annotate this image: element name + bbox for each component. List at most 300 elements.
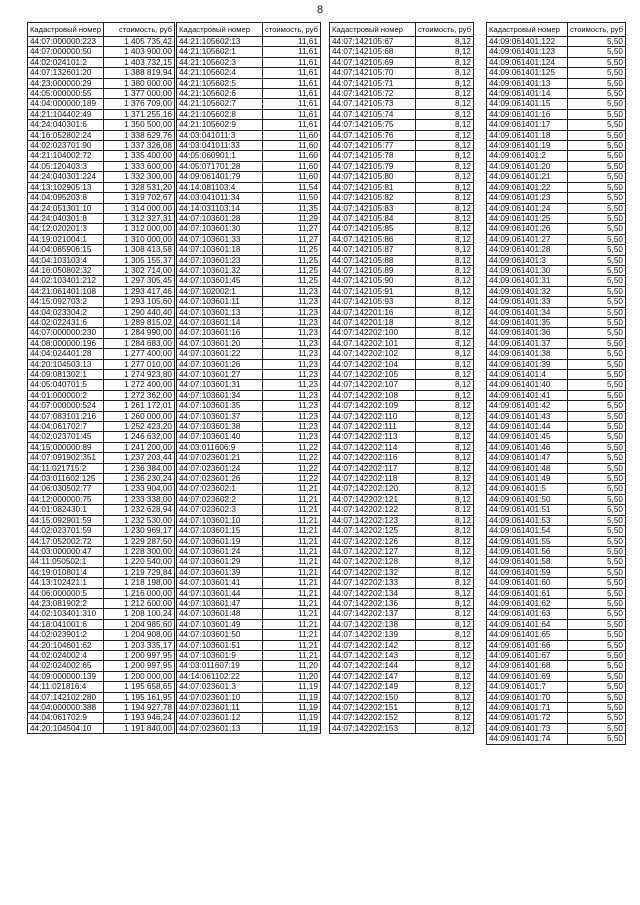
cadastral-number-cell: 44:07:142105:74 <box>330 109 416 119</box>
cadastral-number-cell: 44:07:142202:101 <box>330 338 416 348</box>
cost-cell: 1 272 400,00 <box>103 380 174 390</box>
cost-cell: 5,50 <box>568 609 626 619</box>
cost-cell: 1 332 300,00 <box>103 172 174 182</box>
table-row <box>28 89 175 99</box>
cost-cell: 11,61 <box>263 120 321 130</box>
table-row <box>330 328 474 338</box>
table-row <box>330 276 474 286</box>
cadastral-number-cell: 44:21:061401:108 <box>28 286 104 296</box>
cadastral-number-cell: 44:24:040301:8 <box>28 213 104 223</box>
table-row <box>330 567 474 577</box>
cost-cell: 1 260 000,00 <box>103 411 174 421</box>
cadastral-number-cell: 44:21:105602:7 <box>177 99 263 109</box>
table-row <box>330 57 474 67</box>
cost-cell: 5,50 <box>568 234 626 244</box>
cadastral-number-cell: 44:13:102905:13 <box>28 182 104 192</box>
cost-cell: 1 203 335,17 <box>103 640 174 650</box>
table-row <box>28 703 175 713</box>
cost-cell: 8,12 <box>416 224 474 234</box>
cost-cell: 8,12 <box>416 78 474 88</box>
cadastral-number-cell: 44:11:021715:2 <box>28 463 104 473</box>
cost-cell: 5,50 <box>568 109 626 119</box>
cost-cell: 1 328 531,20 <box>103 182 174 192</box>
table-row <box>28 78 175 88</box>
cadastral-number-cell: 44:07:103601:26 <box>177 359 263 369</box>
cadastral-number-cell: 44:07:142202:149 <box>330 682 416 692</box>
cadastral-number-cell: 44:21:105602:1 <box>177 47 263 57</box>
cadastral-number-cell: 44:09:061401:50 <box>487 494 568 504</box>
cost-cell: 5,50 <box>568 68 626 78</box>
cost-cell: 8,12 <box>416 411 474 421</box>
cadastral-number-cell: 44:09:061401:2 <box>487 151 568 161</box>
cost-cell: 11,61 <box>263 47 321 57</box>
cost-cell: 8,12 <box>416 276 474 286</box>
table-row <box>487 172 626 182</box>
table-row <box>28 453 175 463</box>
cost-cell: 1 195 161,95 <box>103 692 174 702</box>
cadastral-number-cell: 44:05:040701:5 <box>28 380 104 390</box>
table-row <box>487 723 626 733</box>
cadastral-number-cell: 44:07:023601:26 <box>177 474 263 484</box>
table-row <box>28 109 175 119</box>
cost-cell: 1 293 105,60 <box>103 297 174 307</box>
table-row <box>177 650 321 660</box>
cadastral-number-cell: 44:09:061401:38 <box>487 349 568 359</box>
cadastral-number-cell: 44:07:142202:134 <box>330 588 416 598</box>
cadastral-number-cell: 44:07:142202:138 <box>330 619 416 629</box>
cost-cell: 1 200 997,95 <box>103 650 174 660</box>
table-row <box>330 671 474 681</box>
cost-cell: 5,50 <box>568 286 626 296</box>
cadastral-number-cell: 44:07:103601:38 <box>177 422 263 432</box>
table-row <box>177 505 321 515</box>
cost-cell: 8,12 <box>416 442 474 452</box>
cost-cell: 1 204 908,00 <box>103 630 174 640</box>
cadastral-number-cell: 44:09:081302:1 <box>28 370 104 380</box>
cadastral-number-cell: 44:01:000000:2 <box>28 390 104 400</box>
cost-cell: 11,27 <box>263 224 321 234</box>
table-row <box>28 578 175 588</box>
cost-cell: 8,12 <box>416 193 474 203</box>
cost-cell: 1 333 600,00 <box>103 161 174 171</box>
cadastral-number-cell: 44:07:000000:223 <box>28 37 104 47</box>
cost-cell: 8,12 <box>416 338 474 348</box>
cadastral-number-cell: 44:07:103601:22 <box>177 349 263 359</box>
table-row <box>177 453 321 463</box>
cadastral-number-cell: 44:07:142202:111 <box>330 422 416 432</box>
cost-cell: 8,12 <box>416 286 474 296</box>
cadastral-number-cell: 44:07:103601:50 <box>177 630 263 640</box>
cadastral-number-cell: 44:07:142202:133 <box>330 578 416 588</box>
cadastral-number-cell: 44:05:120403:3 <box>28 161 104 171</box>
cost-cell: 5,50 <box>568 78 626 88</box>
cadastral-number-cell: 44:09:061401:31 <box>487 276 568 286</box>
cost-cell: 8,12 <box>416 474 474 484</box>
cost-cell: 8,12 <box>416 151 474 161</box>
cost-cell: 1 191 840,00 <box>103 723 174 733</box>
cadastral-number-cell: 44:07:142202:136 <box>330 598 416 608</box>
cost-cell: 11,25 <box>263 245 321 255</box>
table-row <box>177 630 321 640</box>
cadastral-number-cell: 44:07:132601:20 <box>28 68 104 78</box>
cadastral-number-cell: 44:03:011602:125 <box>28 474 104 484</box>
cost-cell: 5,50 <box>568 703 626 713</box>
cost-cell: 5,50 <box>568 682 626 692</box>
cadastral-number-cell: 44:21:105602:4 <box>177 68 263 78</box>
cadastral-number-cell: 44:04:103103:4 <box>28 255 104 265</box>
cadastral-number-cell: 44:07:142105:82 <box>330 193 416 203</box>
cost-cell: 11,23 <box>263 390 321 400</box>
cadastral-number-cell: 44:07:142202:151 <box>330 703 416 713</box>
cadastral-number-cell: 44:09:061401:64 <box>487 619 568 629</box>
cadastral-number-cell: 44:09:061401:60 <box>487 578 568 588</box>
table-row <box>28 297 175 307</box>
cost-cell: 8,12 <box>416 47 474 57</box>
table-row <box>177 526 321 536</box>
cadastral-number-cell: 44:09:061401:17 <box>487 120 568 130</box>
cadastral-number-cell: 44:04:061702:9 <box>28 713 104 723</box>
cadastral-number-cell: 44:07:103601:27 <box>177 370 263 380</box>
table-row <box>487 265 626 275</box>
cost-cell: 5,50 <box>568 526 626 536</box>
table-row <box>487 328 626 338</box>
cadastral-number-cell: 44:07:142105:91 <box>330 286 416 296</box>
cost-cell: 11,23 <box>263 338 321 348</box>
table-row <box>487 89 626 99</box>
cadastral-number-cell: 44:07:142202:105 <box>330 370 416 380</box>
table-row <box>28 213 175 223</box>
cadastral-number-cell: 44:09:061401:124 <box>487 57 568 67</box>
cadastral-number-cell: 44:09:061401:35 <box>487 317 568 327</box>
cadastral-number-cell: 44:09:061401:122 <box>487 37 568 47</box>
cost-cell: 11,22 <box>263 474 321 484</box>
table-row <box>330 661 474 671</box>
cadastral-number-cell: 44:09:061401:44 <box>487 422 568 432</box>
table-row <box>487 317 626 327</box>
cost-cell: 5,50 <box>568 370 626 380</box>
table-row <box>177 661 321 671</box>
cost-cell: 11,23 <box>263 411 321 421</box>
table-row <box>330 317 474 327</box>
table-row <box>28 463 175 473</box>
table-row <box>330 120 474 130</box>
table-row <box>177 161 321 171</box>
cadastral-number-cell: 44:07:142202:102 <box>330 349 416 359</box>
table-row <box>330 630 474 640</box>
cost-cell: 5,50 <box>568 598 626 608</box>
cost-cell: 1 193 946,24 <box>103 713 174 723</box>
cadastral-number-cell: 44:07:142105:70 <box>330 68 416 78</box>
cadastral-number-cell: 44:07:142202:127 <box>330 546 416 556</box>
table-header-row <box>330 23 474 37</box>
table-row <box>177 203 321 213</box>
cost-cell: 11,61 <box>263 57 321 67</box>
table-row <box>487 640 626 650</box>
table-row <box>487 650 626 660</box>
cadastral-number-cell: 44:09:061401:14 <box>487 89 568 99</box>
cadastral-number-cell: 44:21:104002:72 <box>28 151 104 161</box>
table-row <box>487 682 626 692</box>
cadastral-number-cell: 44:14:081103:4 <box>177 182 263 192</box>
cost-cell: 5,50 <box>568 120 626 130</box>
cost-cell: 8,12 <box>416 630 474 640</box>
cadastral-number-cell: 44:07:023601:24 <box>177 463 263 473</box>
cost-cell: 8,12 <box>416 536 474 546</box>
table-row <box>177 349 321 359</box>
cadastral-number-cell: 44:07:142105:83 <box>330 203 416 213</box>
cadastral-number-cell: 44:09:061401:27 <box>487 234 568 244</box>
cadastral-number-cell: 44:07:103601:40 <box>177 432 263 442</box>
cadastral-number-cell: 44:09:061401:4 <box>487 370 568 380</box>
cost-cell: 8,12 <box>416 578 474 588</box>
cost-cell: 8,12 <box>416 349 474 359</box>
table-row <box>330 380 474 390</box>
cost-cell: 8,12 <box>416 213 474 223</box>
cadastral-number-cell: 44:07:142105:79 <box>330 161 416 171</box>
cadastral-number-cell: 44:09:061401:125 <box>487 68 568 78</box>
cost-cell: 1 290 440,40 <box>103 307 174 317</box>
cadastral-number-cell: 44:02:024101:2 <box>28 57 104 67</box>
cadastral-number-cell: 44:06:030502:77 <box>28 484 104 494</box>
cost-cell: 8,12 <box>416 453 474 463</box>
cost-cell: 5,50 <box>568 442 626 452</box>
cadastre-table <box>486 22 626 745</box>
table-row <box>28 401 175 411</box>
table-row <box>487 182 626 192</box>
cadastral-number-cell: 44:07:103601:33 <box>177 234 263 244</box>
table-row <box>28 203 175 213</box>
cost-cell: 5,50 <box>568 349 626 359</box>
cadastral-number-cell: 44:20:104504:10 <box>28 723 104 733</box>
cadastral-number-cell: 44:07:103601:32 <box>177 265 263 275</box>
table-row <box>487 609 626 619</box>
table-row <box>487 453 626 463</box>
cost-cell: 5,50 <box>568 130 626 140</box>
table-row <box>487 370 626 380</box>
cost-cell: 5,50 <box>568 640 626 650</box>
cost-cell: 8,12 <box>416 265 474 275</box>
table-row <box>330 588 474 598</box>
table-row <box>330 47 474 57</box>
cadastral-number-cell: 44:07:142105:89 <box>330 265 416 275</box>
table-row <box>177 57 321 67</box>
cost-cell: 5,50 <box>568 692 626 702</box>
cadastre-table <box>176 22 321 734</box>
table-row <box>330 411 474 421</box>
cadastral-number-cell: 44:21:104402:49 <box>28 109 104 119</box>
table-row <box>487 442 626 452</box>
cadastral-number-cell: 44:07:142202:153 <box>330 723 416 733</box>
table-row <box>487 99 626 109</box>
table-row <box>487 380 626 390</box>
cost-cell: 8,12 <box>416 515 474 525</box>
cost-cell: 11,25 <box>263 265 321 275</box>
cost-cell: 1 277 400,00 <box>103 349 174 359</box>
cost-cell: 1 312 000,00 <box>103 224 174 234</box>
table-row <box>28 484 175 494</box>
table-row <box>487 474 626 484</box>
cadastral-number-cell: 44:15:092901:59 <box>28 515 104 525</box>
cadastral-number-cell: 44:07:142105:77 <box>330 141 416 151</box>
cost-cell: 5,50 <box>568 557 626 567</box>
table-row <box>330 224 474 234</box>
table-row <box>28 411 175 421</box>
table-row <box>177 151 321 161</box>
table-row <box>28 567 175 577</box>
cost-cell: 8,12 <box>416 650 474 660</box>
cost-cell: 5,50 <box>568 723 626 733</box>
table-row <box>487 203 626 213</box>
cadastral-number-cell: 44:09:061401:24 <box>487 203 568 213</box>
table-row <box>487 130 626 140</box>
table-row <box>28 338 175 348</box>
table-row <box>487 734 626 744</box>
cadastral-number-cell: 44:07:023601:12 <box>177 713 263 723</box>
cost-cell: 1 284 683,00 <box>103 338 174 348</box>
cadastral-number-cell: 44:23:000000:29 <box>28 78 104 88</box>
cost-cell: 1 218 198,00 <box>103 578 174 588</box>
cadastral-number-cell: 44:07:142202:128 <box>330 557 416 567</box>
cadastral-number-cell: 44:04:000000:388 <box>28 703 104 713</box>
cadastral-number-cell: 44:07:103601:45 <box>177 276 263 286</box>
cost-cell: 5,50 <box>568 203 626 213</box>
cost-cell: 1 241 200,00 <box>103 442 174 452</box>
cadastral-number-cell: 44:07:142202:110 <box>330 411 416 421</box>
cadastral-number-cell: 44:07:000000:50 <box>28 47 104 57</box>
table-row <box>28 442 175 452</box>
cost-cell: 5,50 <box>568 161 626 171</box>
cadastral-number-cell: 44:07:142202:118 <box>330 474 416 484</box>
cost-cell: 8,12 <box>416 120 474 130</box>
cost-cell: 5,50 <box>568 494 626 504</box>
table-row <box>177 359 321 369</box>
cadastral-number-cell: 44:07:103601:51 <box>177 640 263 650</box>
cadastral-number-cell: 44:07:103601:24 <box>177 546 263 556</box>
table-row <box>330 99 474 109</box>
cadastral-number-cell: 44:07:023601:21 <box>177 453 263 463</box>
cost-cell: 1 403 732,15 <box>103 57 174 67</box>
cost-cell: 1 246 632,00 <box>103 432 174 442</box>
cadastral-number-cell: 44:07:103601:48 <box>177 609 263 619</box>
cost-cell: 8,12 <box>416 588 474 598</box>
cost-cell: 11,23 <box>263 370 321 380</box>
cadastral-number-cell: 44:07:103601:39 <box>177 567 263 577</box>
cost-cell: 1 236 230,24 <box>103 474 174 484</box>
cost-cell: 5,50 <box>568 172 626 182</box>
cost-cell: 11,29 <box>263 213 321 223</box>
cost-cell: 11,21 <box>263 536 321 546</box>
cadastral-number-cell: 44:07:142202:150 <box>330 692 416 702</box>
cadastral-number-cell: 44:02:023701:45 <box>28 432 104 442</box>
cost-cell: 5,50 <box>568 328 626 338</box>
cadastral-number-cell: 44:02:103401:212 <box>28 276 104 286</box>
cadastral-number-cell: 44:07:023602:3 <box>177 505 263 515</box>
cadastral-number-cell: 44:21:105602:3 <box>177 57 263 67</box>
table-row <box>177 536 321 546</box>
table-row <box>28 255 175 265</box>
cadastral-number-cell: 44:01:082430:1 <box>28 505 104 515</box>
cadastral-number-cell: 44:07:142105:78 <box>330 151 416 161</box>
table-row <box>28 661 175 671</box>
cadastral-number-cell: 44:07:142105:81 <box>330 182 416 192</box>
cadastral-number-cell: 44:07:103601:37 <box>177 411 263 421</box>
header-cost: стоимость, руб <box>263 23 321 37</box>
cost-cell: 5,50 <box>568 536 626 546</box>
cost-cell: 5,50 <box>568 37 626 47</box>
cadastral-number-cell: 44:07:103601:9 <box>177 650 263 660</box>
cost-cell: 1 293 417,46 <box>103 286 174 296</box>
cost-cell: 8,12 <box>416 432 474 442</box>
cost-cell: 11,61 <box>263 37 321 47</box>
cadastral-number-cell: 44:05:071701:28 <box>177 161 263 171</box>
cadastral-number-cell: 44:07:142202:108 <box>330 390 416 400</box>
table-row <box>487 661 626 671</box>
table-row <box>28 317 175 327</box>
cost-cell: 11,60 <box>263 172 321 182</box>
cost-cell: 1 232 628,94 <box>103 505 174 515</box>
cost-cell: 5,50 <box>568 317 626 327</box>
cadastral-number-cell: 44:07:142202:125 <box>330 526 416 536</box>
cadastral-number-cell: 44:05:000000:55 <box>28 89 104 99</box>
cadastral-number-cell: 44:09:061401:56 <box>487 546 568 556</box>
cost-cell: 11,50 <box>263 193 321 203</box>
cost-cell: 11,60 <box>263 130 321 140</box>
cost-cell: 5,50 <box>568 255 626 265</box>
cost-cell: 1 195 658,65 <box>103 682 174 692</box>
cost-cell: 11,27 <box>263 234 321 244</box>
table-row <box>330 203 474 213</box>
table-row <box>487 578 626 588</box>
cost-cell: 11,19 <box>263 723 321 733</box>
table-row <box>487 359 626 369</box>
cadastral-number-cell: 44:07:103601:47 <box>177 598 263 608</box>
cost-cell: 1 277 010,00 <box>103 359 174 369</box>
cadastral-number-cell: 44:07:142202:143 <box>330 650 416 660</box>
cost-cell: 11,25 <box>263 255 321 265</box>
cadastral-number-cell: 44:07:142202:109 <box>330 401 416 411</box>
cost-cell: 11,21 <box>263 494 321 504</box>
cost-cell: 1 314 000,00 <box>103 203 174 213</box>
cadastral-number-cell: 44:09:061401:19 <box>487 141 568 151</box>
cost-cell: 5,50 <box>568 463 626 473</box>
table-row <box>177 245 321 255</box>
table-row <box>487 536 626 546</box>
cadastral-number-cell: 44:07:142105:93 <box>330 297 416 307</box>
cost-cell: 5,50 <box>568 99 626 109</box>
table-header-row <box>487 23 626 37</box>
cadastral-number-cell: 44:07:103601:23 <box>177 255 263 265</box>
cost-cell: 1 405 735,42 <box>103 37 174 47</box>
cost-cell: 5,50 <box>568 89 626 99</box>
table-row <box>28 68 175 78</box>
cadastral-number-cell: 44:09:061401:72 <box>487 713 568 723</box>
cost-cell: 5,50 <box>568 661 626 671</box>
cost-cell: 5,50 <box>568 47 626 57</box>
table-row <box>330 78 474 88</box>
table-row <box>28 515 175 525</box>
cadastral-number-cell: 44:07:142105:84 <box>330 213 416 223</box>
cost-cell: 11,25 <box>263 276 321 286</box>
cadastral-number-cell: 44:15:000000:89 <box>28 442 104 452</box>
cadastral-number-cell: 44:07:142105:85 <box>330 224 416 234</box>
cost-cell: 5,50 <box>568 453 626 463</box>
table-row <box>487 567 626 577</box>
table-row <box>28 234 175 244</box>
cost-cell: 5,50 <box>568 713 626 723</box>
cost-cell: 8,12 <box>416 317 474 327</box>
cost-cell: 5,50 <box>568 474 626 484</box>
cost-cell: 11,19 <box>263 682 321 692</box>
